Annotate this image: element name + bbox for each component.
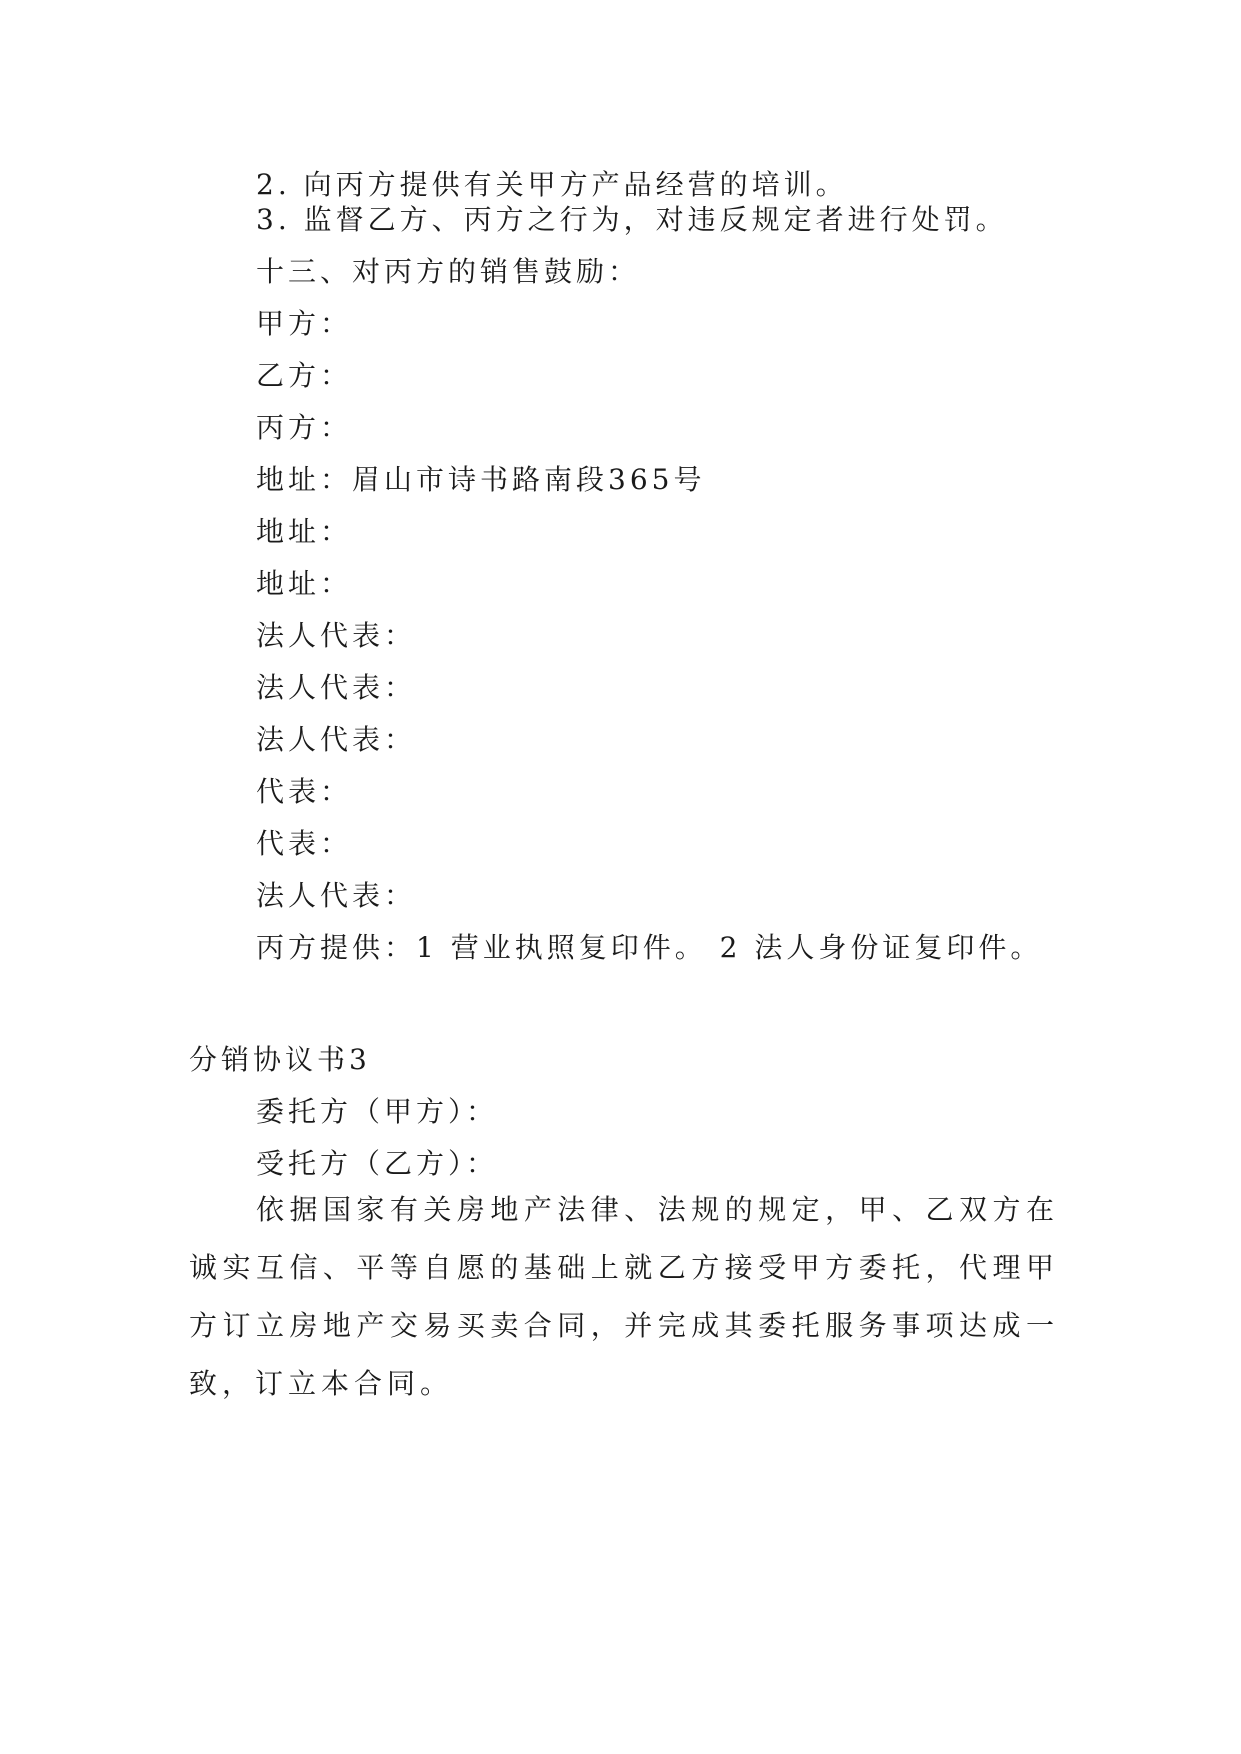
clause-line: 3. 监督乙方、丙方之行为，对违反规定者进行处罚。 [256,203,1008,236]
party-label: 乙方： [256,359,353,392]
representative-line: 代表： [256,775,353,808]
legal-rep-line: 法人代表： [256,619,417,652]
party-label: 丙方： [256,411,353,444]
legal-rep-line: 法人代表： [256,879,417,912]
address-line: 地址： [256,515,353,548]
address-line: 地址：眉山市诗书路南段365号 [256,463,706,496]
legal-rep-line: 法人代表： [256,671,417,704]
entrusting-party: 委托方（甲方）： [256,1095,499,1128]
section-heading: 十三、对丙方的销售鼓励： [256,255,641,288]
legal-rep-line: 法人代表： [256,723,417,756]
representative-line: 代表： [256,827,353,860]
documents-provided-line: 丙方提供：1 营业执照复印件。 2 法人身份证复印件。 [256,931,1043,964]
body-paragraph: 依据国家有关房地产法律、法规的规定，甲、乙双方在诚实互信、平等自愿的基础上就乙方接受甲方委托，代理甲方订立房地产交易买卖合同，并完成其委托服务事项达成一致，订立本合同。 [189,1193,1059,1400]
party-label: 甲方： [256,307,353,340]
address-line: 地址： [256,567,353,600]
section-title: 分销协议书3 [189,1043,371,1076]
entrusted-party: 受托方（乙方）： [256,1147,499,1180]
clause-line: 2. 向丙方提供有关甲方产品经营的培训。 [256,168,848,201]
